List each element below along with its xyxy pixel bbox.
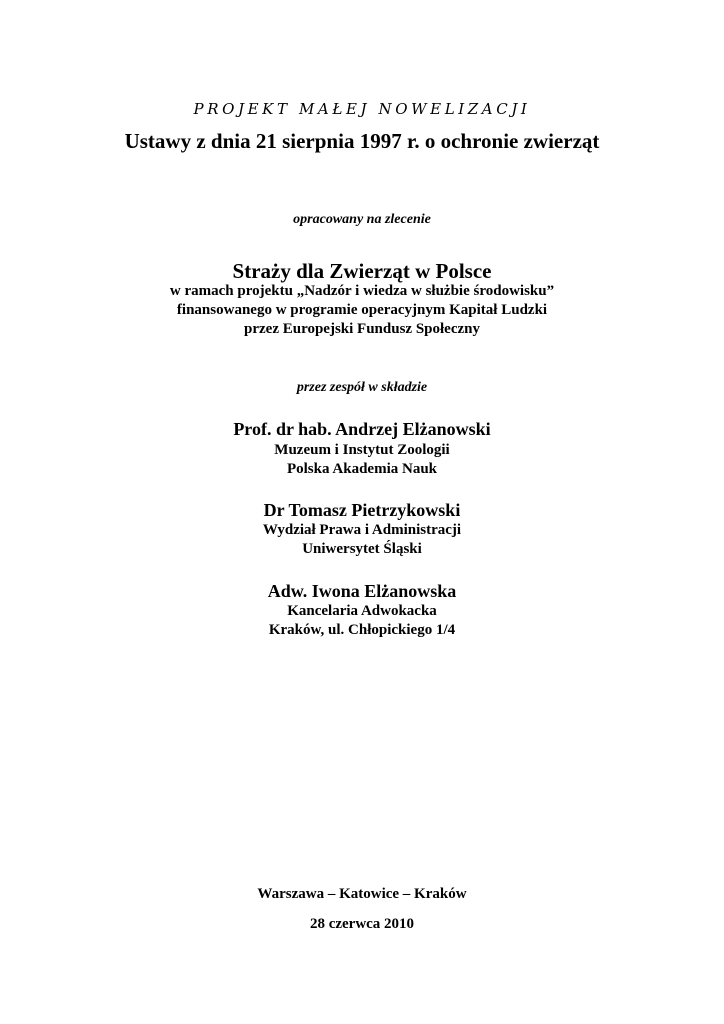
footer-places: Warszawa – Katowice – Kraków	[257, 886, 467, 902]
team-member-3-affiliation-1: Kancelaria Adwokacka	[287, 603, 437, 619]
team-member-1-affiliation-2: Polska Akademia Nauk	[286, 461, 438, 477]
team-member-3-name: Adw. Iwona Elżanowska	[267, 581, 457, 601]
project-line-3: przez Europejski Fundusz Społeczny	[244, 321, 480, 337]
team-member-2-affiliation-2: Uniwersytet Śląski	[302, 541, 422, 557]
team-member-1-name: Prof. dr hab. Andrzej Elżanowski	[233, 419, 491, 439]
team-member-3-affiliation-2: Kraków, ul. Chłopickiego 1/4	[268, 622, 456, 638]
team-intro: przez zespół w składzie	[296, 380, 428, 395]
footer-date: 28 czerwca 2010	[309, 916, 415, 932]
document-kicker: PROJEKT MAŁEJ NOWELIZACJI	[193, 100, 531, 118]
project-line-1: w ramach projektu „Nadzór i wiedza w służbie środowisku”	[169, 283, 555, 299]
team-member-1-affiliation-1: Muzeum i Instytut Zoologii	[274, 442, 450, 458]
commissioning-organization: Straży dla Zwierząt w Polsce	[232, 259, 492, 283]
team-member-2-affiliation-1: Wydział Prawa i Administracji	[262, 522, 462, 538]
team-member-2-name: Dr Tomasz Pietrzykowski	[263, 500, 461, 520]
document-title: Ustawy z dnia 21 sierpnia 1997 r. o ochronie zwierząt	[124, 129, 600, 153]
project-line-2: finansowanego w programie operacyjnym Kapitał Ludzki	[176, 302, 548, 318]
commission-intro: opracowany na zlecenie	[293, 212, 431, 227]
